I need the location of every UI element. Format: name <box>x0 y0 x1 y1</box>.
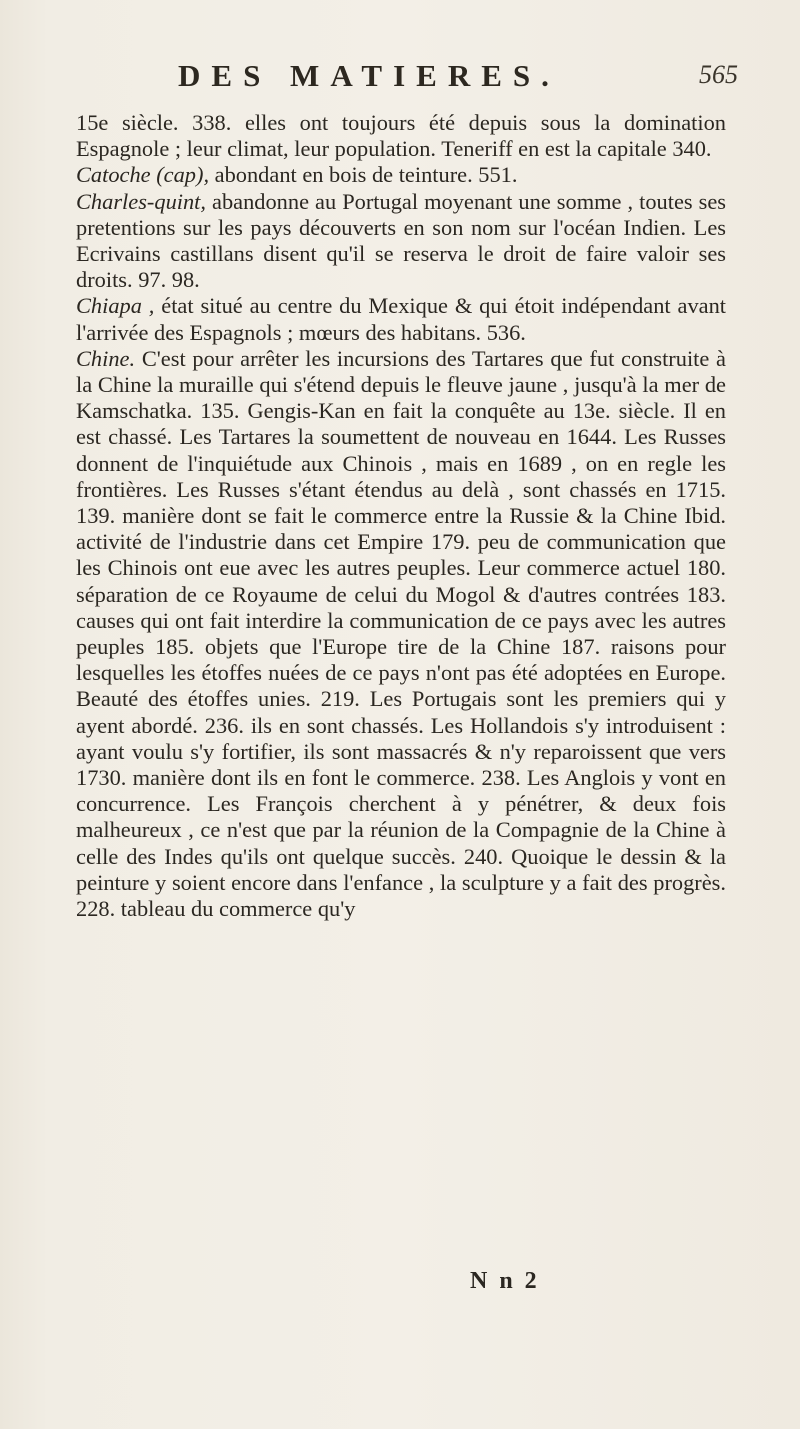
index-text <box>76 110 726 922</box>
index-entry <box>76 189 726 294</box>
entry-text: état situé au centre du Mexique & qui étoit indépendant avant l'arrivée des Espagnols ; mœurs des habitans. 536. <box>76 293 726 345</box>
index-entry <box>76 162 726 188</box>
entry-text: abandonne au Portugal moyenant une somme , toutes ses pretentions sur les pays découverts en son nom sur l'océan Indien. Les Ecrivains castillans disent qu'il se reserva le droit de faire valoir ses droits. 97. 98. <box>76 188 726 293</box>
entry-text: C'est pour arrêter les incursions des Tartares que fut construite à la Chine la muraille qui s'étend depuis le fleuve jaune , jusqu'à la mer de Kamschatka. 135. Gengis-Kan en fait la conquête au 13e. siècle. Il en est chassé. Les Tartares la soumettent de nouveau en 1644. Les Russes donnent de l'inquiétude aux Chinois , mais en 1689 , on en regle les frontières. Les Russes s'étant étendus au delà , sont chassés en 1715. 139. manière dont se fait le commerce entre la Russie & la Chine Ibid. activité de l'industrie dans cet Empire 179. peu de communication que les Chinois ont eue avec les autres peuples. Leur commerce actuel 180. séparation de ce Royaume de celui du Mogol & d'autres contrées 183. causes qui ont fait interdire la communication de ce pays avec les autres peuples 185. objets que l'Europe tire de la Chine 187. raisons pour lesquelles les étoffes nuées de ce pays n'ont pas été adoptées en Europe. Beauté des étoffes unies. 219. Les Portugais sont les premiers qui y ayent abordé. 236. ils en sont chassés. Les Hollandois s'y introduisent : ayant voulu s'y fortifier, ils sont massacrés & n'y reparoissent que vers 1730. manière dont ils en font le commerce. 238. Les Anglois y vont en concurrence. Les François cherchent à y pénétrer, & deux fois malheureux , ce n'est que par la réunion de la Compagnie de la Chine à celle des Indes qu'ils ont quelque succès. 240. Quoique le dessin & la peinture y soient encore dans l'enfance , la sculpture y a fait des progrès. 228. tableau du commerce qu'y <box>76 345 726 922</box>
signature-mark: N n 2 <box>470 1268 540 1294</box>
page-header <box>178 58 738 98</box>
entry-headword: Chiapa , <box>76 293 155 319</box>
index-entry <box>76 346 726 922</box>
entry-headword: Catoche (cap), <box>76 162 210 188</box>
entry-text: abondant en bois de teinture. 551. <box>209 162 518 188</box>
entry-text: 15e siècle. 338. elles ont toujours été depuis sous la domination Espagnole ; leur climat, leur population. Teneriff en est la capitale 340. <box>76 110 726 162</box>
entry-headword: Chine. <box>76 345 136 371</box>
index-entry <box>76 110 726 162</box>
page-number: 565 <box>699 60 738 89</box>
running-head: DES MATIERES. <box>178 58 560 93</box>
index-entry <box>76 293 726 345</box>
entry-headword: Charles-quint, <box>76 188 206 214</box>
